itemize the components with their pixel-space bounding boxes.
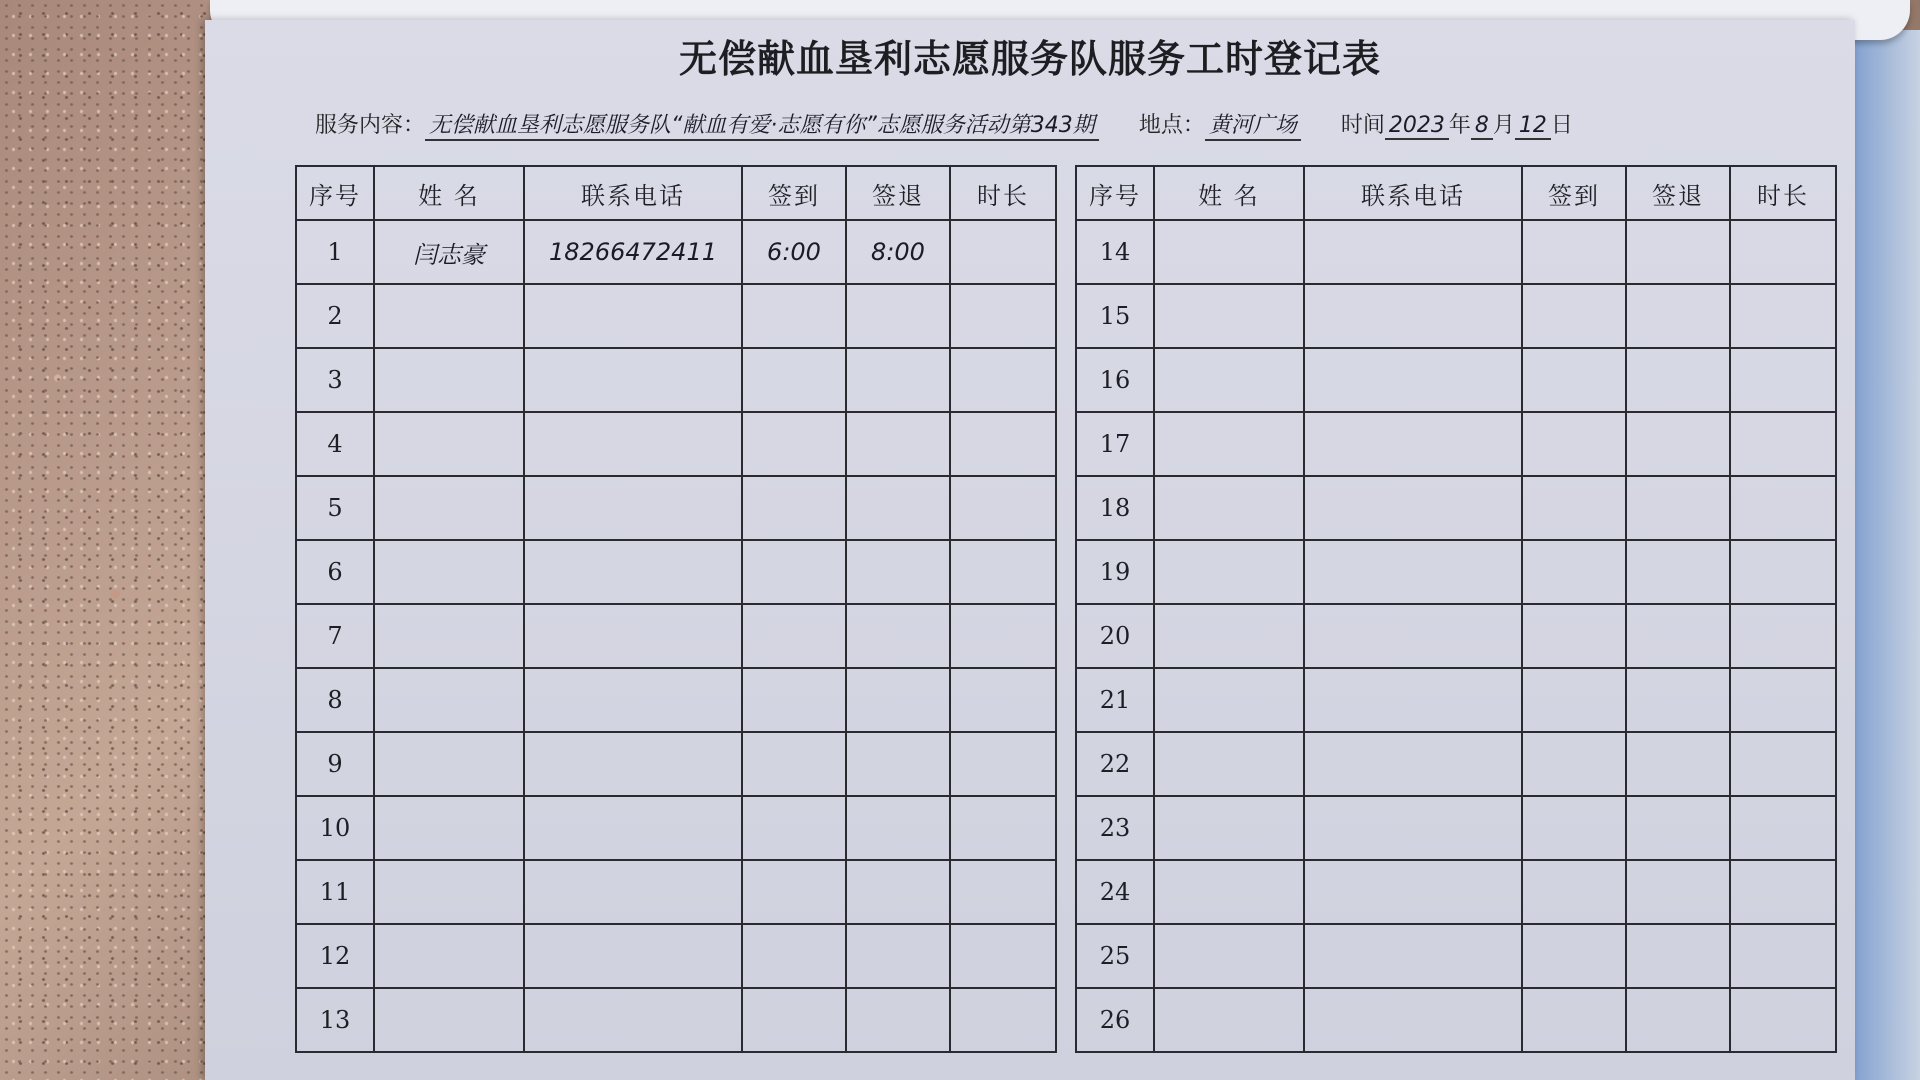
table-row: [1076, 860, 1836, 924]
header-col-sign-out: 签退: [846, 166, 950, 220]
cell-no: 4: [296, 412, 374, 476]
cell-sign-in: [1522, 220, 1626, 284]
cell-duration: [1730, 924, 1836, 988]
cell-no: 16: [1076, 348, 1154, 412]
cell-duration: [1730, 860, 1836, 924]
cell-sign-in: [1522, 476, 1626, 540]
table-header-row: [1076, 166, 1836, 220]
cell-sign-out: [1626, 476, 1730, 540]
header-col-no: 序号: [296, 166, 374, 220]
cell-no: 11: [296, 860, 374, 924]
header-col-name: 姓 名: [374, 166, 524, 220]
cell-sign-in: [742, 284, 846, 348]
cell-name: [1154, 924, 1304, 988]
cell-no: 19: [1076, 540, 1154, 604]
cell-sign-in: [1522, 348, 1626, 412]
cell-duration: [1730, 604, 1836, 668]
cell-phone: [524, 924, 742, 988]
table-header-row: [296, 166, 1056, 220]
info-line: [315, 108, 1835, 148]
cell-sign-out: [1626, 604, 1730, 668]
cell-no: 6: [296, 540, 374, 604]
header-col-duration: 时长: [1730, 166, 1836, 220]
cell-phone: [524, 476, 742, 540]
right-table: [1075, 165, 1837, 1053]
registration-sheet: [205, 20, 1855, 1080]
cell-phone: [1304, 860, 1522, 924]
year-value: 2023: [1385, 113, 1449, 140]
cell-no: 18: [1076, 476, 1154, 540]
cell-no: 1: [296, 220, 374, 284]
header-col-sign-in: 签到: [742, 166, 846, 220]
cell-duration: [1730, 476, 1836, 540]
cell-no: 26: [1076, 988, 1154, 1052]
cell-no: 12: [296, 924, 374, 988]
cell-duration: [950, 540, 1056, 604]
table-row: [1076, 668, 1836, 732]
cell-phone: [1304, 604, 1522, 668]
cell-no: 21: [1076, 668, 1154, 732]
cell-duration: [1730, 412, 1836, 476]
cell-no: 3: [296, 348, 374, 412]
cell-sign-out: [1626, 540, 1730, 604]
cell-name: [374, 476, 524, 540]
cell-sign-in: [742, 476, 846, 540]
cell-sign-out: [1626, 412, 1730, 476]
cell-name: [374, 988, 524, 1052]
cell-duration: [950, 732, 1056, 796]
table-row: [1076, 476, 1836, 540]
cell-duration: [950, 284, 1056, 348]
cell-no: 25: [1076, 924, 1154, 988]
cell-sign-in: [742, 796, 846, 860]
table-row: [296, 988, 1056, 1052]
cell-sign-out: [1626, 284, 1730, 348]
cell-sign-in: [1522, 604, 1626, 668]
cell-sign-out: [1626, 796, 1730, 860]
table-row: [296, 924, 1056, 988]
cell-sign-out: [846, 668, 950, 732]
cell-duration: [950, 476, 1056, 540]
table-row: [1076, 732, 1836, 796]
cell-duration: [950, 668, 1056, 732]
cell-sign-out: [846, 796, 950, 860]
cell-sign-in: [742, 540, 846, 604]
cell-phone: [1304, 476, 1522, 540]
cell-duration: [950, 220, 1056, 284]
left-table: [295, 165, 1057, 1053]
cell-phone: 18266472411: [524, 220, 742, 284]
cell-no: 24: [1076, 860, 1154, 924]
cell-sign-out: [1626, 220, 1730, 284]
cell-sign-in: [742, 732, 846, 796]
cell-duration: [950, 860, 1056, 924]
table-row: [296, 284, 1056, 348]
cell-name: [374, 540, 524, 604]
day-suffix: 日: [1550, 113, 1573, 138]
cell-duration: [1730, 732, 1836, 796]
cell-name: [1154, 284, 1304, 348]
cell-name: [374, 412, 524, 476]
table-row: [296, 540, 1056, 604]
cell-sign-out: [846, 860, 950, 924]
table-row: [1076, 604, 1836, 668]
cell-phone: [1304, 668, 1522, 732]
cell-no: 5: [296, 476, 374, 540]
cell-no: 15: [1076, 284, 1154, 348]
sheet-title: 无偿献血垦利志愿服务队服务工时登记表: [678, 36, 1381, 81]
cell-sign-out: 8:00: [846, 220, 950, 284]
cell-phone: [524, 348, 742, 412]
month-value: 8: [1471, 113, 1493, 140]
cell-no: 20: [1076, 604, 1154, 668]
cell-name: [1154, 476, 1304, 540]
cell-phone: [1304, 988, 1522, 1052]
header-col-no: 序号: [1076, 166, 1154, 220]
right-table-body: [1076, 220, 1836, 1052]
cell-no: 9: [296, 732, 374, 796]
cell-name: [374, 348, 524, 412]
table-row: [1076, 924, 1836, 988]
time-label: 时间: [1340, 113, 1385, 138]
cell-sign-in: [1522, 924, 1626, 988]
cell-phone: [1304, 540, 1522, 604]
cell-sign-in: [742, 860, 846, 924]
granite-background: [0, 0, 240, 1080]
cell-duration: [1730, 540, 1836, 604]
cell-name: [374, 284, 524, 348]
cell-sign-out: [1626, 860, 1730, 924]
table-row: [1076, 348, 1836, 412]
cell-name: [374, 924, 524, 988]
cell-sign-out: [1626, 668, 1730, 732]
header-col-name: 姓 名: [1154, 166, 1304, 220]
cell-sign-in: [1522, 988, 1626, 1052]
cell-duration: [950, 348, 1056, 412]
table-row: [1076, 220, 1836, 284]
cell-duration: [1730, 796, 1836, 860]
month-suffix: 月: [1492, 113, 1515, 138]
header-col-phone: 联系电话: [1304, 166, 1522, 220]
cell-duration: [950, 412, 1056, 476]
cell-phone: [524, 540, 742, 604]
cell-sign-out: [846, 284, 950, 348]
header-col-duration: 时长: [950, 166, 1056, 220]
cell-sign-out: [846, 540, 950, 604]
cell-phone: [524, 796, 742, 860]
table-row: [296, 476, 1056, 540]
cell-sign-in: 6:00: [742, 220, 846, 284]
cell-duration: [950, 604, 1056, 668]
cell-phone: [1304, 924, 1522, 988]
cell-phone: [1304, 284, 1522, 348]
cell-name: [1154, 796, 1304, 860]
cell-duration: [1730, 220, 1836, 284]
cell-sign-out: [846, 924, 950, 988]
table-row: [1076, 412, 1836, 476]
header-col-phone: 联系电话: [524, 166, 742, 220]
table-row: [296, 220, 1056, 284]
cell-duration: [950, 924, 1056, 988]
cell-sign-in: [742, 924, 846, 988]
cell-duration: [950, 796, 1056, 860]
cell-phone: [1304, 732, 1522, 796]
cell-no: 22: [1076, 732, 1154, 796]
cell-sign-in: [742, 348, 846, 412]
cell-sign-in: [1522, 860, 1626, 924]
cell-sign-out: [1626, 988, 1730, 1052]
table-row: [1076, 540, 1836, 604]
cell-phone: [1304, 348, 1522, 412]
day-value: 12: [1515, 113, 1551, 140]
content-value: 无偿献血垦利志愿服务队“献血有爱·志愿有你”志愿服务活动第343期: [425, 108, 1099, 141]
cell-name: [374, 604, 524, 668]
cell-sign-out: [1626, 924, 1730, 988]
cell-sign-out: [846, 348, 950, 412]
cell-sign-in: [742, 988, 846, 1052]
table-row: [1076, 988, 1836, 1052]
location-label: 地点：: [1138, 113, 1205, 138]
cell-no: 2: [296, 284, 374, 348]
table-row: [1076, 796, 1836, 860]
cell-phone: [1304, 412, 1522, 476]
cell-name: [1154, 220, 1304, 284]
table-row: [296, 860, 1056, 924]
table-row: [296, 412, 1056, 476]
location-value: 黄河广场: [1205, 108, 1301, 141]
cell-phone: [524, 732, 742, 796]
cell-name: [1154, 540, 1304, 604]
table-row: [296, 604, 1056, 668]
cell-name: [1154, 412, 1304, 476]
cell-sign-in: [1522, 732, 1626, 796]
cell-sign-out: [846, 412, 950, 476]
cell-sign-out: [846, 476, 950, 540]
cell-no: 8: [296, 668, 374, 732]
cell-name: [1154, 604, 1304, 668]
cell-no: 13: [296, 988, 374, 1052]
header-col-sign-in: 签到: [1522, 166, 1626, 220]
content-label: 服务内容：: [315, 113, 426, 138]
cell-sign-in: [742, 604, 846, 668]
cell-name: [1154, 860, 1304, 924]
cell-sign-in: [1522, 412, 1626, 476]
left-table-body: [296, 220, 1056, 1052]
cell-name: [374, 860, 524, 924]
cell-duration: [1730, 668, 1836, 732]
cell-duration: [1730, 284, 1836, 348]
cell-sign-out: [1626, 348, 1730, 412]
cell-sign-in: [1522, 284, 1626, 348]
cell-phone: [1304, 796, 1522, 860]
cell-name: [374, 732, 524, 796]
cell-no: 14: [1076, 220, 1154, 284]
cell-duration: [1730, 988, 1836, 1052]
cell-sign-out: [846, 988, 950, 1052]
cell-sign-in: [1522, 796, 1626, 860]
table-row: [296, 668, 1056, 732]
cell-sign-out: [1626, 732, 1730, 796]
cell-phone: [524, 988, 742, 1052]
cell-sign-in: [742, 412, 846, 476]
cell-phone: [524, 284, 742, 348]
header-col-sign-out: 签退: [1626, 166, 1730, 220]
cell-duration: [1730, 348, 1836, 412]
cell-sign-in: [742, 668, 846, 732]
cell-name: [1154, 348, 1304, 412]
cell-name: [1154, 732, 1304, 796]
cell-no: 23: [1076, 796, 1154, 860]
cell-no: 10: [296, 796, 374, 860]
table-row: [296, 796, 1056, 860]
cell-no: 17: [1076, 412, 1154, 476]
cell-name: [374, 796, 524, 860]
cell-phone: [524, 412, 742, 476]
cell-name: [374, 668, 524, 732]
year-suffix: 年: [1448, 113, 1471, 138]
cell-phone: [524, 860, 742, 924]
cell-sign-out: [846, 732, 950, 796]
table-row: [296, 348, 1056, 412]
cell-phone: [1304, 220, 1522, 284]
table-row: [1076, 284, 1836, 348]
cell-phone: [524, 604, 742, 668]
cell-name: [1154, 668, 1304, 732]
cell-duration: [950, 988, 1056, 1052]
cell-no: 7: [296, 604, 374, 668]
cell-name: 闫志豪: [374, 220, 524, 284]
cell-phone: [524, 668, 742, 732]
cell-sign-in: [1522, 540, 1626, 604]
table-row: [296, 732, 1056, 796]
cell-sign-in: [1522, 668, 1626, 732]
cell-sign-out: [846, 604, 950, 668]
cell-name: [1154, 988, 1304, 1052]
